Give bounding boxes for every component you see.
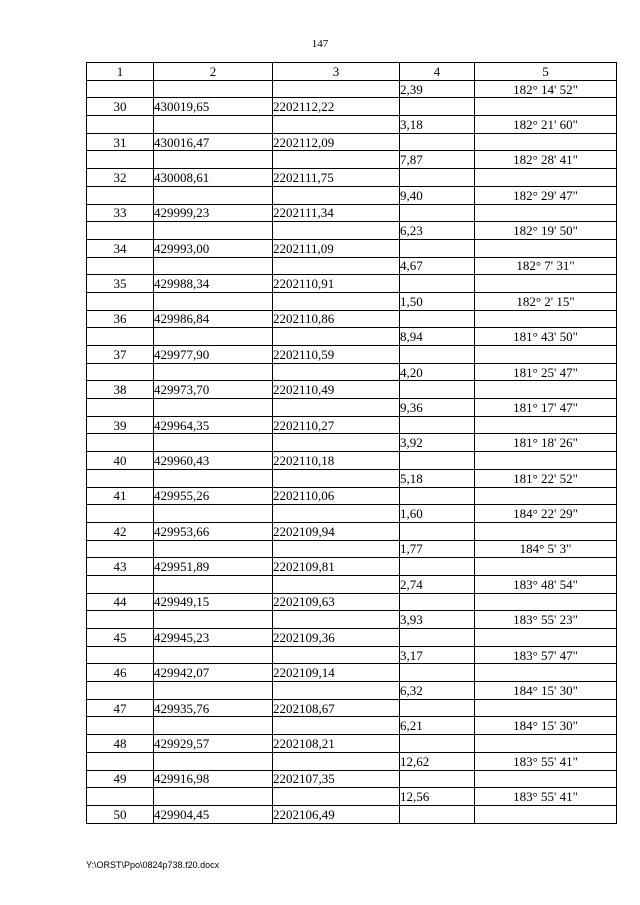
table-row [87,116,617,134]
column-header-5: 5 [475,63,617,81]
y-coordinate-cell: 2202110,86 [273,310,400,328]
point-number-cell: 30 [87,98,154,116]
point-number-cell [87,646,154,664]
y-coordinate-cell: 2202109,36 [273,629,400,647]
table-row [87,239,617,257]
y-coordinate-cell: 2202108,67 [273,699,400,717]
bearing-cell [475,133,617,151]
table-row [87,805,617,823]
distance-cell: 5,18 [400,469,475,487]
y-coordinate-cell [273,505,400,523]
point-number-cell: 45 [87,629,154,647]
point-number-cell [87,434,154,452]
distance-cell: 1,50 [400,292,475,310]
distance-cell: 3,93 [400,611,475,629]
x-coordinate-cell [154,292,273,310]
distance-cell: 1,60 [400,505,475,523]
y-coordinate-cell [273,186,400,204]
bearing-cell: 182° 28' 41" [475,151,617,169]
table-row [87,752,617,770]
y-coordinate-cell: 2202111,75 [273,169,400,187]
bearing-cell: 182° 7' 31" [475,257,617,275]
point-number-cell [87,682,154,700]
bearing-cell [475,593,617,611]
bearing-cell [475,275,617,293]
point-number-cell [87,222,154,240]
distance-cell: 3,18 [400,116,475,134]
y-coordinate-cell: 2202109,14 [273,664,400,682]
table-header-row [87,63,617,81]
table-row [87,204,617,222]
footer-file-path: Y:\ORST\Ppo\0824p738.f20.docx [86,860,220,870]
y-coordinate-cell [273,646,400,664]
point-number-cell [87,717,154,735]
y-coordinate-cell [273,540,400,558]
bearing-cell: 181° 22' 52" [475,469,617,487]
x-coordinate-cell [154,717,273,735]
x-coordinate-cell [154,399,273,417]
column-header-3: 3 [273,63,400,81]
x-coordinate-cell: 429977,90 [154,346,273,364]
x-coordinate-cell: 429999,23 [154,204,273,222]
point-number-cell [87,151,154,169]
distance-cell [400,629,475,647]
bearing-cell [475,310,617,328]
table-row [87,310,617,328]
y-coordinate-cell [273,717,400,735]
x-coordinate-cell: 429945,23 [154,629,273,647]
point-number-cell: 41 [87,487,154,505]
bearing-cell: 182° 14' 52" [475,80,617,98]
distance-cell [400,452,475,470]
y-coordinate-cell: 2202110,91 [273,275,400,293]
bearing-cell [475,699,617,717]
table-row [87,629,617,647]
y-coordinate-cell: 2202109,63 [273,593,400,611]
y-coordinate-cell: 2202109,81 [273,558,400,576]
distance-cell [400,275,475,293]
distance-cell: 4,67 [400,257,475,275]
point-number-cell [87,611,154,629]
y-coordinate-cell [273,328,400,346]
point-number-cell: 37 [87,346,154,364]
y-coordinate-cell [273,363,400,381]
x-coordinate-cell: 429988,34 [154,275,273,293]
table-row [87,98,617,116]
y-coordinate-cell: 2202110,27 [273,416,400,434]
table-row [87,558,617,576]
y-coordinate-cell: 2202106,49 [273,805,400,823]
table-row [87,275,617,293]
point-number-cell: 46 [87,664,154,682]
table-row [87,151,617,169]
distance-cell [400,805,475,823]
distance-cell [400,522,475,540]
distance-cell [400,204,475,222]
y-coordinate-cell [273,752,400,770]
column-header-2: 2 [154,63,273,81]
point-number-cell: 39 [87,416,154,434]
bearing-cell [475,522,617,540]
point-number-cell: 36 [87,310,154,328]
table-row [87,328,617,346]
table-row [87,735,617,753]
y-coordinate-cell: 2202110,06 [273,487,400,505]
y-coordinate-cell [273,682,400,700]
point-number-cell: 48 [87,735,154,753]
table-row [87,452,617,470]
table-row [87,540,617,558]
distance-cell [400,416,475,434]
column-header-4: 4 [400,63,475,81]
y-coordinate-cell: 2202110,59 [273,346,400,364]
bearing-cell [475,204,617,222]
table-row [87,133,617,151]
y-coordinate-cell [273,788,400,806]
bearing-cell: 182° 19' 50" [475,222,617,240]
point-number-cell: 49 [87,770,154,788]
bearing-cell: 181° 43' 50" [475,328,617,346]
table-row [87,186,617,204]
coordinates-table [86,62,617,824]
page-number: 147 [311,38,329,50]
table-row [87,416,617,434]
table-row [87,770,617,788]
bearing-cell: 182° 2' 15" [475,292,617,310]
table-row [87,575,617,593]
distance-cell: 3,17 [400,646,475,664]
x-coordinate-cell: 429964,35 [154,416,273,434]
distance-cell [400,169,475,187]
y-coordinate-cell [273,611,400,629]
point-number-cell [87,363,154,381]
bearing-cell [475,558,617,576]
table-row [87,664,617,682]
distance-cell: 8,94 [400,328,475,346]
x-coordinate-cell [154,116,273,134]
point-number-cell [87,469,154,487]
table-row [87,434,617,452]
bearing-cell: 181° 17' 47" [475,399,617,417]
table-body [87,80,617,823]
y-coordinate-cell [273,399,400,417]
table-row [87,222,617,240]
x-coordinate-cell [154,222,273,240]
table-row [87,257,617,275]
table-row [87,646,617,664]
bearing-cell: 183° 55' 41" [475,788,617,806]
x-coordinate-cell: 429986,84 [154,310,273,328]
x-coordinate-cell: 429904,45 [154,805,273,823]
y-coordinate-cell [273,222,400,240]
y-coordinate-cell: 2202112,09 [273,133,400,151]
x-coordinate-cell: 429955,26 [154,487,273,505]
bearing-cell [475,239,617,257]
distance-cell: 1,77 [400,540,475,558]
x-coordinate-cell [154,646,273,664]
y-coordinate-cell [273,80,400,98]
point-number-cell: 44 [87,593,154,611]
x-coordinate-cell: 429993,00 [154,239,273,257]
point-number-cell [87,186,154,204]
distance-cell [400,98,475,116]
bearing-cell: 183° 48' 54" [475,575,617,593]
y-coordinate-cell: 2202112,22 [273,98,400,116]
distance-cell: 7,87 [400,151,475,169]
point-number-cell: 43 [87,558,154,576]
distance-cell [400,664,475,682]
y-coordinate-cell [273,257,400,275]
distance-cell: 3,92 [400,434,475,452]
point-number-cell: 32 [87,169,154,187]
distance-cell: 6,23 [400,222,475,240]
x-coordinate-cell [154,328,273,346]
x-coordinate-cell [154,257,273,275]
table-row [87,363,617,381]
bearing-cell [475,487,617,505]
distance-cell [400,558,475,576]
x-coordinate-cell [154,682,273,700]
bearing-cell [475,664,617,682]
y-coordinate-cell: 2202110,49 [273,381,400,399]
x-coordinate-cell: 429916,98 [154,770,273,788]
bearing-cell [475,805,617,823]
x-coordinate-cell [154,186,273,204]
distance-cell [400,770,475,788]
point-number-cell [87,752,154,770]
x-coordinate-cell [154,788,273,806]
point-number-cell [87,257,154,275]
y-coordinate-cell [273,151,400,169]
bearing-cell: 182° 21' 60" [475,116,617,134]
bearing-cell [475,98,617,116]
y-coordinate-cell [273,469,400,487]
distance-cell [400,310,475,328]
table-row [87,487,617,505]
table-row [87,682,617,700]
point-number-cell [87,116,154,134]
distance-cell [400,593,475,611]
x-coordinate-cell: 429953,66 [154,522,273,540]
distance-cell: 9,40 [400,186,475,204]
y-coordinate-cell: 2202110,18 [273,452,400,470]
distance-cell: 2,74 [400,575,475,593]
x-coordinate-cell: 429949,15 [154,593,273,611]
x-coordinate-cell: 429929,57 [154,735,273,753]
table-row [87,381,617,399]
distance-cell: 9,36 [400,399,475,417]
y-coordinate-cell [273,575,400,593]
x-coordinate-cell [154,752,273,770]
distance-cell [400,735,475,753]
y-coordinate-cell: 2202109,94 [273,522,400,540]
bearing-cell [475,629,617,647]
x-coordinate-cell [154,611,273,629]
bearing-cell: 182° 29' 47" [475,186,617,204]
distance-cell [400,381,475,399]
x-coordinate-cell [154,540,273,558]
distance-cell [400,133,475,151]
table-row [87,469,617,487]
table-row [87,593,617,611]
bearing-cell [475,381,617,399]
point-number-cell: 42 [87,522,154,540]
bearing-cell [475,452,617,470]
x-coordinate-cell [154,363,273,381]
table-row [87,292,617,310]
table-row [87,611,617,629]
y-coordinate-cell [273,434,400,452]
point-number-cell: 35 [87,275,154,293]
point-number-cell [87,292,154,310]
bearing-cell: 184° 5' 3" [475,540,617,558]
table-row [87,399,617,417]
point-number-cell: 33 [87,204,154,222]
bearing-cell: 183° 57' 47" [475,646,617,664]
distance-cell [400,239,475,257]
bearing-cell: 181° 25' 47" [475,363,617,381]
x-coordinate-cell [154,469,273,487]
x-coordinate-cell: 429951,89 [154,558,273,576]
bearing-cell: 181° 18' 26" [475,434,617,452]
point-number-cell [87,788,154,806]
bearing-cell [475,735,617,753]
x-coordinate-cell: 429935,76 [154,699,273,717]
distance-cell: 12,62 [400,752,475,770]
distance-cell: 12,56 [400,788,475,806]
bearing-cell [475,416,617,434]
point-number-cell [87,540,154,558]
table-row [87,522,617,540]
x-coordinate-cell [154,434,273,452]
x-coordinate-cell: 430016,47 [154,133,273,151]
x-coordinate-cell: 429960,43 [154,452,273,470]
point-number-cell [87,399,154,417]
bearing-cell: 184° 15' 30" [475,682,617,700]
table-row [87,80,617,98]
point-number-cell: 50 [87,805,154,823]
x-coordinate-cell [154,80,273,98]
y-coordinate-cell: 2202111,34 [273,204,400,222]
bearing-cell: 184° 22' 29" [475,505,617,523]
bearing-cell: 183° 55' 23" [475,611,617,629]
table-row [87,699,617,717]
distance-cell [400,699,475,717]
x-coordinate-cell [154,151,273,169]
point-number-cell: 40 [87,452,154,470]
y-coordinate-cell [273,116,400,134]
table-row [87,505,617,523]
point-number-cell: 31 [87,133,154,151]
x-coordinate-cell: 429942,07 [154,664,273,682]
point-number-cell [87,80,154,98]
distance-cell: 4,20 [400,363,475,381]
point-number-cell [87,575,154,593]
distance-cell: 2,39 [400,80,475,98]
y-coordinate-cell: 2202108,21 [273,735,400,753]
bearing-cell [475,770,617,788]
x-coordinate-cell: 429973,70 [154,381,273,399]
x-coordinate-cell [154,575,273,593]
x-coordinate-cell: 430019,65 [154,98,273,116]
table-row [87,169,617,187]
table-row [87,717,617,735]
distance-cell [400,487,475,505]
x-coordinate-cell [154,505,273,523]
distance-cell: 6,32 [400,682,475,700]
point-number-cell: 38 [87,381,154,399]
distance-cell: 6,21 [400,717,475,735]
point-number-cell [87,328,154,346]
table-row [87,788,617,806]
point-number-cell [87,505,154,523]
y-coordinate-cell [273,292,400,310]
x-coordinate-cell: 430008,61 [154,169,273,187]
point-number-cell: 47 [87,699,154,717]
bearing-cell: 184° 15' 30" [475,717,617,735]
bearing-cell [475,346,617,364]
table-row [87,346,617,364]
bearing-cell [475,169,617,187]
distance-cell [400,346,475,364]
bearing-cell: 183° 55' 41" [475,752,617,770]
column-header-1: 1 [87,63,154,81]
y-coordinate-cell: 2202107,35 [273,770,400,788]
y-coordinate-cell: 2202111,09 [273,239,400,257]
point-number-cell: 34 [87,239,154,257]
